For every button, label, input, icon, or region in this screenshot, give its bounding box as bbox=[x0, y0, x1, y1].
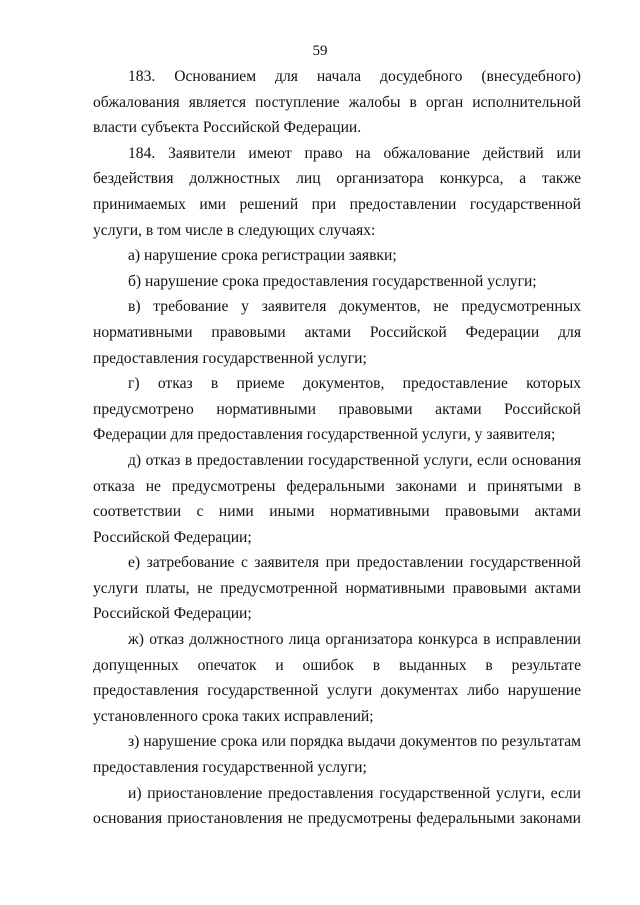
list-item-b: б) нарушение срока предоставления государственной услуги; bbox=[128, 272, 537, 290]
list-item-z: з) нарушение срока или порядка выдачи документов по результатам предоставления государственной услуги; bbox=[93, 733, 581, 777]
paragraph-184: 184. Заявители имеют право на обжалование действий или бездействия должностных лиц организатора конкурса, а также принимаемых ими решений при предоставлении государственной услуги, в том числе в следующих случаях: bbox=[93, 144, 581, 239]
page-number: 59 bbox=[312, 43, 328, 59]
list-item-d: д) отказ в предоставлении государственной услуги, если основания отказа не предусмотрены федеральными законами и принятыми в соответствии с ними иными нормативными правовыми актами Российской Федерации; bbox=[93, 451, 581, 546]
list-item-g: г) отказ в приеме документов, предоставление которых предусмотрено нормативными правовыми актами Российской Федерации для предоставления государственной услуги, у заявителя; bbox=[93, 375, 581, 444]
list-item-i: и) приостановление предоставления государственной услуги, если основания приостановления не предусмотрены федеральными законами bbox=[93, 784, 581, 828]
list-item-zh: ж) отказ должностного лица организатора конкурса в исправлении допущенных опечаток и ошибок в выданных в результате предоставления государственной услуги документах либо нарушение установленного срока таких исправлений; bbox=[93, 631, 581, 725]
paragraph-183: 183. Основанием для начала досудебного (внесудебного) обжалования является поступление жалобы в орган исполнительной власти субъекта Российской Федерации. bbox=[93, 68, 581, 137]
list-item-e: е) затребование с заявителя при предоставлении государственной услуги платы, не предусмотренной нормативными правовыми актами Российской Федерации; bbox=[93, 554, 581, 623]
list-item-a: а) нарушение срока регистрации заявки; bbox=[128, 247, 397, 265]
list-item-v: в) требование у заявителя документов, не предусмотренных нормативными правовыми актами Российской Федерации для предоставления государственной услуги; bbox=[93, 298, 581, 367]
document-body bbox=[93, 64, 581, 832]
